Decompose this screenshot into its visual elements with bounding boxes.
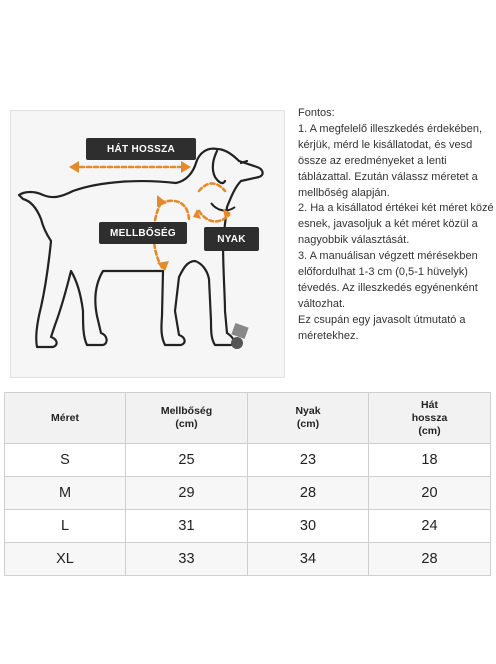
cell-chest: 31	[126, 510, 248, 543]
arrow-heads	[69, 161, 231, 271]
cell-neck: 23	[248, 444, 369, 477]
table-row	[5, 543, 491, 576]
table-row	[5, 444, 491, 477]
dog-measurement-diagram	[10, 110, 285, 378]
cell-size: L	[5, 510, 126, 543]
note-item-1: 1. A megfelelő illeszkedés érdekében, kérjük, mérd le kisállatodat, és vesd össze az eredményeket a lenti táblázattal. Ezután válassz méretet a mellbőség alapján.	[298, 122, 483, 199]
cell-chest: 29	[126, 477, 248, 510]
collar-icon	[211, 203, 249, 349]
cell-neck: 30	[248, 510, 369, 543]
important-notes	[298, 106, 494, 345]
table-header-row	[5, 393, 491, 444]
header-chest: Mellbőség (cm)	[126, 393, 248, 444]
header-neck: Nyak (cm)	[248, 393, 369, 444]
back-length-label: HÁT HOSSZA	[86, 138, 196, 160]
table-row	[5, 510, 491, 543]
note-item-2: 2. Ha a kisállatod értékei két méret közé esnek, javasoljuk a két méret közül a nagyobbik választását.	[298, 202, 494, 247]
cell-neck: 28	[248, 477, 369, 510]
notes-title: Fontos:	[298, 107, 335, 119]
cell-back-length: 24	[369, 510, 491, 543]
cell-size: M	[5, 477, 126, 510]
chest-label: MELLBŐSÉG	[99, 222, 187, 244]
note-item-3: 3. A manuálisan végzett mérésekben előfordulhat 1-3 cm (0,5-1 hüvelyk) tévedés. Az illeszkedés egyénenként változhat.	[298, 250, 478, 310]
header-size: Méret	[5, 393, 126, 444]
note-item-4: Ez csupán egy javasolt útmutató a méretekhez.	[298, 313, 466, 342]
cell-neck: 34	[248, 543, 369, 576]
table-row	[5, 477, 491, 510]
cell-chest: 33	[126, 543, 248, 576]
cell-size: S	[5, 444, 126, 477]
size-chart-table	[4, 392, 491, 576]
cell-back-length: 28	[369, 543, 491, 576]
neck-label: NYAK	[204, 227, 259, 251]
cell-chest: 25	[126, 444, 248, 477]
cell-back-length: 18	[369, 444, 491, 477]
cell-back-length: 20	[369, 477, 491, 510]
cell-size: XL	[5, 543, 126, 576]
measurement-arrows	[73, 167, 229, 269]
header-back-length: Hát hossza (cm)	[369, 393, 491, 444]
